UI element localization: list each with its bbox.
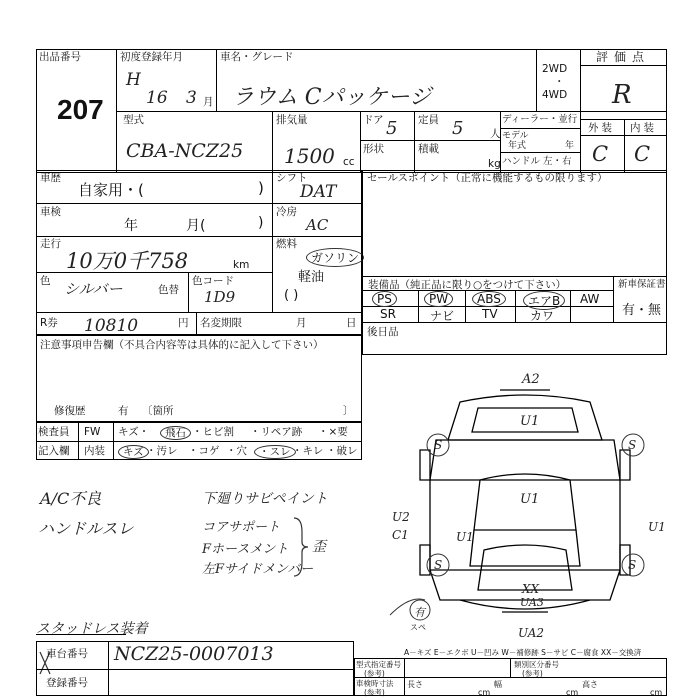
rear-item-label: 後日品: [367, 326, 399, 338]
lot-number: 207: [57, 94, 104, 125]
model-value: CBA-NCZ25: [126, 140, 244, 162]
divider: [196, 312, 197, 335]
recycle-value: 10810: [84, 316, 139, 336]
divider: [580, 65, 667, 66]
divider: [418, 290, 419, 322]
mark-right-s: S: [628, 438, 637, 452]
name-change-month: 月: [296, 317, 307, 329]
mark-u2: U2: [392, 510, 410, 524]
entry-label: 記入欄: [38, 445, 70, 457]
divider: [272, 170, 273, 312]
equipment-label: 装備品（純正品に限り○をつけて下さい）: [368, 279, 567, 291]
entry-burn: ・コゲ: [188, 445, 220, 457]
displacement-value: 1500: [284, 144, 335, 168]
note-f-housement: Fホースメント: [202, 542, 289, 557]
fuel-diesel: 軽油: [298, 270, 325, 285]
color-value: シルバー: [64, 280, 123, 298]
divider: [360, 140, 500, 141]
equip-pw: [424, 291, 453, 307]
capacity-unit: 人: [490, 128, 501, 140]
divider: [536, 49, 537, 111]
drive-2wd: 2WD: [542, 63, 568, 75]
divider: [36, 312, 362, 313]
divider: [414, 111, 415, 173]
divider: [362, 276, 667, 277]
divider: [613, 276, 614, 322]
note-handle-wear: ハンドルスレ: [38, 519, 134, 538]
divider: [113, 422, 114, 460]
repair-value: 有: [118, 405, 129, 417]
mark-left-s2: S: [434, 558, 443, 572]
repair-bracket: 〔箇所: [142, 405, 174, 417]
dim-ref: (参考): [364, 688, 385, 697]
divider: [354, 677, 667, 678]
equip-leather: カワ: [530, 309, 555, 323]
entry-tear: ・破レ: [326, 445, 358, 457]
history-value: 自家用・(: [78, 181, 144, 199]
mark-rear2: UA3: [520, 596, 544, 609]
divider: [36, 236, 362, 237]
mileage-unit: km: [233, 259, 250, 271]
divider: [465, 290, 466, 322]
first-reg-year: 16: [146, 88, 168, 108]
handle-label: ハンドル 左・右: [502, 156, 572, 167]
class-label: 類別区分番号: [514, 660, 559, 669]
dim-length-unit: cm: [478, 688, 491, 697]
history-label: 車歴: [40, 172, 61, 184]
recycle-label: R券: [40, 317, 58, 329]
divider: [272, 111, 273, 173]
car-name-label: 車名・グレード: [220, 51, 294, 63]
damage-legend: A－キズ E－エクボ U－凹み W－補修跡 S－サビ C－腐食 XX－交換済: [404, 648, 642, 657]
divider: [36, 669, 354, 670]
dim-height: 高さ: [582, 680, 598, 689]
dim-length: 長さ: [407, 680, 423, 689]
car-name-value: ラウム Cパッケージ: [232, 85, 432, 110]
repair-close: 〕: [343, 405, 354, 417]
divider: [216, 49, 217, 111]
divider: [510, 658, 511, 677]
displacement-label: 排気量: [276, 114, 308, 126]
rating-label: 評価点: [596, 50, 651, 64]
dim-width-unit: cm: [566, 688, 579, 697]
equip-tv: TV: [482, 307, 498, 321]
divider: [515, 290, 516, 322]
notes-header: 注意事項申告欄（不具合内容等は具体的に記入して下さい）: [40, 339, 324, 351]
mark-front-a: U1: [520, 414, 540, 429]
divider: [116, 111, 667, 112]
displacement-unit: cc: [343, 156, 355, 168]
mark-right-s2: S: [628, 558, 637, 572]
equip-navi: ナビ: [430, 309, 455, 323]
first-reg-label: 初度登録年月: [120, 51, 183, 63]
mod-ref: (参考): [364, 669, 385, 678]
inspection-close: ): [258, 215, 264, 231]
drive-4wd: 4WD: [542, 89, 568, 101]
divider: [570, 290, 571, 322]
registration-label: 登録番号: [46, 677, 88, 689]
color-label: 色: [40, 275, 51, 287]
equip-aw: AW: [580, 292, 600, 306]
divider: [360, 111, 361, 173]
mark-rear: XX: [522, 582, 540, 596]
inspector-fw: FW: [84, 426, 101, 438]
aircon-label: 冷房: [276, 206, 297, 218]
lot-label: 出品番号: [39, 51, 81, 63]
inspector-repair: ・リペア跡: [250, 426, 303, 438]
mod-label: 型式指定番号: [356, 660, 401, 669]
model-year-unit: 年: [565, 141, 575, 151]
mark-c1: C1: [392, 528, 409, 542]
divider: [404, 658, 405, 696]
studless-underline: [36, 634, 126, 635]
entry-scratch-circled: キズ: [118, 445, 149, 459]
entry-cut: ・キレ: [292, 445, 324, 457]
divider: [580, 135, 667, 136]
mark-right-u1: U1: [648, 520, 666, 534]
rating-value: R: [612, 80, 632, 110]
mark-front-b: U1: [456, 530, 474, 544]
mileage-label: 走行: [40, 238, 61, 250]
int-label: 内装: [630, 122, 657, 134]
class-ref: (参考): [522, 669, 543, 678]
entry-scratch: [118, 445, 149, 459]
inspector-label: 検査員: [38, 426, 70, 438]
shift-value: DAT: [300, 182, 337, 202]
capacity-value: 5: [452, 118, 464, 139]
capacity-label: 定員: [418, 114, 439, 126]
model-label: 型式: [123, 114, 144, 126]
divider: [36, 203, 362, 204]
note-ac-fault: A/C不良: [40, 489, 102, 508]
equip-pw-circled: PW: [424, 291, 453, 307]
equip-abs-circled: ABS: [472, 291, 506, 307]
divider: [362, 322, 667, 323]
name-change-day: 日: [346, 317, 357, 329]
note-underbody: 下廻りサビペイント: [202, 491, 328, 507]
equip-ps-circled: PS: [372, 291, 397, 307]
entry-hole: ・穴: [226, 445, 247, 457]
fuel-gasoline: [306, 248, 364, 267]
divider: [36, 441, 362, 442]
note-studless: スタッドレス装着: [36, 621, 148, 637]
dealer-label: ディーラー・並行: [502, 114, 578, 125]
shift-label: シフト: [276, 172, 308, 184]
divider: [500, 152, 580, 153]
fuel-gasoline-circled: ガソリン: [306, 248, 364, 267]
inspector-crack: ・ヒビ割: [192, 426, 234, 438]
dim-width: 幅: [494, 680, 502, 689]
fuel-label: 燃料: [276, 238, 297, 250]
inspection-year: 年: [124, 218, 138, 234]
recycle-unit: 円: [178, 317, 189, 329]
fuel-paren: ( ): [284, 288, 299, 303]
chassis-label: 車台番号: [46, 648, 88, 660]
model-year-label1: モデル: [502, 131, 529, 141]
divider: [36, 272, 272, 273]
warranty-value: 有・無: [622, 303, 662, 318]
inspector-chip: [160, 426, 191, 440]
mark-top: A2: [522, 372, 540, 387]
load-label: 積載: [418, 143, 439, 155]
warranty-label: 新車保証書: [618, 279, 666, 290]
mark-bottom: UA2: [518, 626, 545, 640]
color-code-value: 1D9: [204, 288, 236, 306]
doors-value: 5: [386, 118, 398, 139]
dim-label: 車検時寸法: [356, 679, 394, 688]
ext-grade: C: [592, 142, 609, 166]
color-swap-label: 色替: [158, 284, 179, 296]
equip-ps: [372, 291, 397, 307]
note-core-support: コアサポート: [202, 520, 281, 535]
inspector-scratch: キズ・: [118, 426, 150, 438]
load-unit: kg: [488, 158, 501, 170]
int-grade: C: [634, 142, 651, 166]
chassis-value: NCZ25-0007013: [114, 643, 274, 665]
entry-interior: 内装: [84, 445, 105, 457]
note-side-member: 左Fサイドメンバー: [202, 562, 314, 577]
dim-height-unit: cm: [650, 688, 663, 697]
history-close: ): [258, 179, 264, 197]
entry-wear-circled: ・スレ: [254, 445, 296, 459]
name-change-label: 名変期限: [200, 317, 242, 329]
divider: [624, 119, 625, 173]
equip-sr: SR: [380, 307, 396, 321]
sales-point-label: セールスポイント（正常に機能するもの限ります）: [367, 172, 608, 184]
equip-airbag-circled: エアB: [523, 291, 565, 310]
color-code-label: 色コード: [192, 275, 234, 287]
inspection-month: 月(: [186, 218, 206, 234]
model-year-label2: 年式: [508, 141, 527, 151]
inspection-label: 車検: [40, 206, 61, 218]
aircon-value: AC: [306, 216, 329, 234]
repair-label: 修復歴: [54, 405, 86, 417]
ext-label: 外装: [588, 122, 615, 134]
doors-label: ドア: [363, 114, 384, 126]
inspector-chip-circled: 飛石: [160, 426, 191, 440]
equip-abs: [472, 291, 506, 307]
mark-spare-label: スペ: [410, 623, 426, 632]
drive-dot: ・: [554, 76, 565, 88]
divider: [78, 422, 79, 460]
divider: [188, 272, 189, 312]
note-brace: [292, 516, 312, 578]
divider: [108, 641, 109, 696]
divider: [500, 128, 580, 129]
first-reg-month: 3: [186, 88, 197, 108]
mark-roof: U1: [520, 492, 540, 507]
inspector-need: ・×要: [318, 426, 348, 438]
mark-left-s: S: [434, 438, 443, 452]
sales-frame: [362, 170, 667, 355]
first-reg-era: H: [126, 70, 141, 90]
mark-spare-circled: 有: [414, 606, 425, 619]
first-reg-month-unit: 月: [203, 96, 214, 108]
entry-stain: ・汚レ: [146, 445, 178, 457]
note-bend-mark: 歪: [312, 539, 326, 555]
entry-wear: [254, 445, 296, 459]
mileage-value: 10万0千758: [66, 249, 189, 273]
divider: [500, 111, 501, 173]
shape-label: 形状: [363, 143, 384, 155]
